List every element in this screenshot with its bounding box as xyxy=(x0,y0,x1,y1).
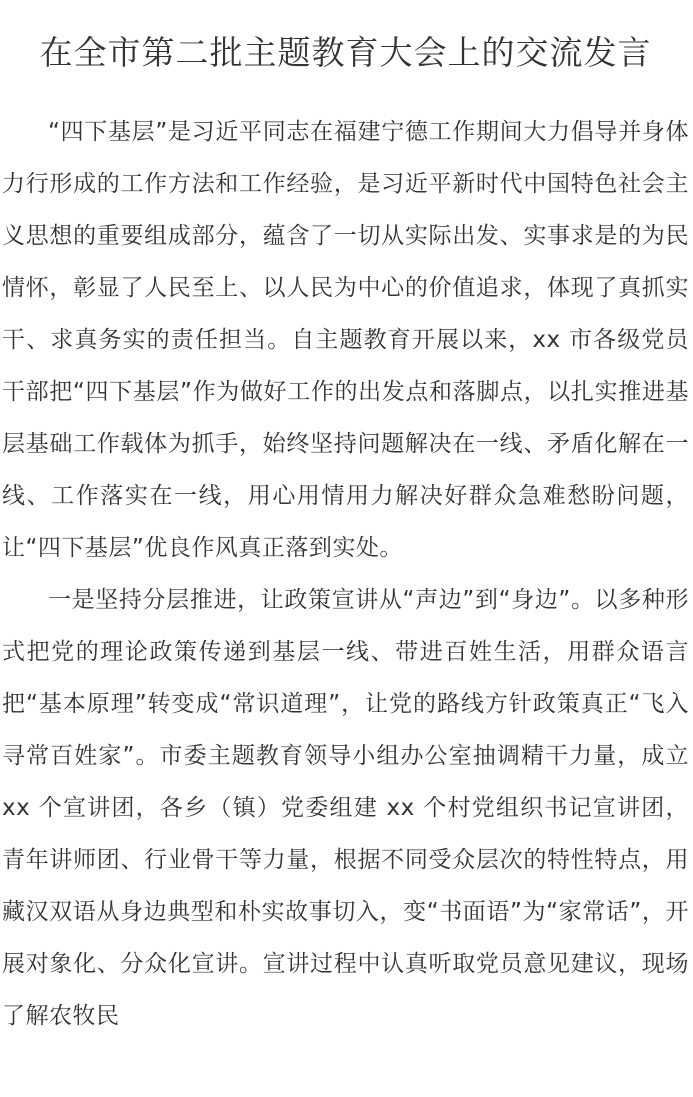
body-paragraph: 一是坚持分层推进，让政策宣讲从“声边”到“身边”。以多种形式把党的理论政策传递到基层一线、带进百姓生活，用群众语言把“基本原理”转变成“常识道理”，让党的路线方针政策真正“飞入寻常百姓家”。市委主题教育领导小组办公室抽调精干力量，成立 xx 个宣讲团，各乡（镇）党委组建 xx 个村党组织书记宣讲团，青年讲师团、行业骨干等力量，根据不同受众层次的特性特点，用藏汉双语从身边典型和朴实故事切入，变“书面语”为“家常话”，开展对象化、分众化宣讲。宣讲过程中认真听取党员意见建议，现场了解农牧民 xyxy=(2,587,689,1029)
document-body xyxy=(2,106,689,1042)
body-paragraph: “四下基层”是习近平同志在福建宁德工作期间大力倡导并身体力行形成的工作方法和工作经验，是习近平新时代中国特色社会主义思想的重要组成部分，蕴含了一切从实际出发、实事求是的为民情怀，彰显了人民至上、以人民为中心的价值追求，体现了真抓实干、求真务实的责任担当。自主题教育开展以来，xx 市各级党员干部把“四下基层”作为做好工作的出发点和落脚点，以扎实推进基层基础工作载体为抓手，始终坚持问题解决在一线、矛盾化解在一线、工作落实在一线，用心用情用力解决好群众急难愁盼问题，让“四下基层”优良作风真正落到实处。 xyxy=(2,119,689,561)
document-title: 在全市第二批主题教育大会上的交流发言 xyxy=(39,33,652,72)
